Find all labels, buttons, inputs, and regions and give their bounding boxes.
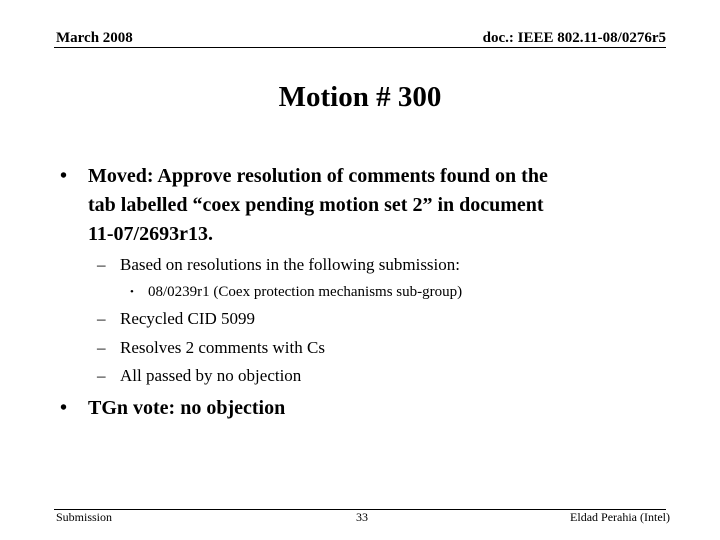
moved-line-1: Moved: Approve resolution of comments found on the	[88, 165, 548, 187]
footer-page-number: 33	[356, 510, 368, 524]
dash-marker: –	[97, 366, 106, 385]
dash-marker: –	[97, 309, 106, 328]
vote-text: TGn vote: no objection	[88, 397, 286, 419]
header-rule	[54, 47, 666, 48]
recycled-text: Recycled CID 5099	[120, 309, 256, 328]
based-on-text: Based on resolutions in the following submission:	[120, 255, 460, 274]
header-date: March 2008	[56, 30, 133, 46]
slide-title: Motion # 300	[278, 81, 442, 113]
header-doc-id: doc.: IEEE 802.11-08/0276r5	[482, 30, 666, 46]
dash-marker: –	[97, 338, 106, 357]
bullet-dot: •	[60, 165, 68, 187]
submission-text: 08/0239r1 (Coex protection mechanisms sub-group)	[148, 284, 463, 300]
moved-line-2: tab labelled “coex pending motion set 2” in document	[88, 194, 544, 216]
moved-line-3: 11-07/2693r13.	[88, 223, 213, 245]
bullet-dot: •	[130, 286, 134, 298]
dash-marker: –	[97, 255, 106, 274]
resolves-text: Resolves 2 comments with Cs	[120, 338, 325, 357]
footer-author: Eldad Perahia (Intel)	[570, 510, 670, 524]
passed-text: All passed by no objection	[120, 366, 302, 385]
footer-submission: Submission	[56, 510, 113, 524]
bullet-dot: •	[60, 397, 68, 419]
